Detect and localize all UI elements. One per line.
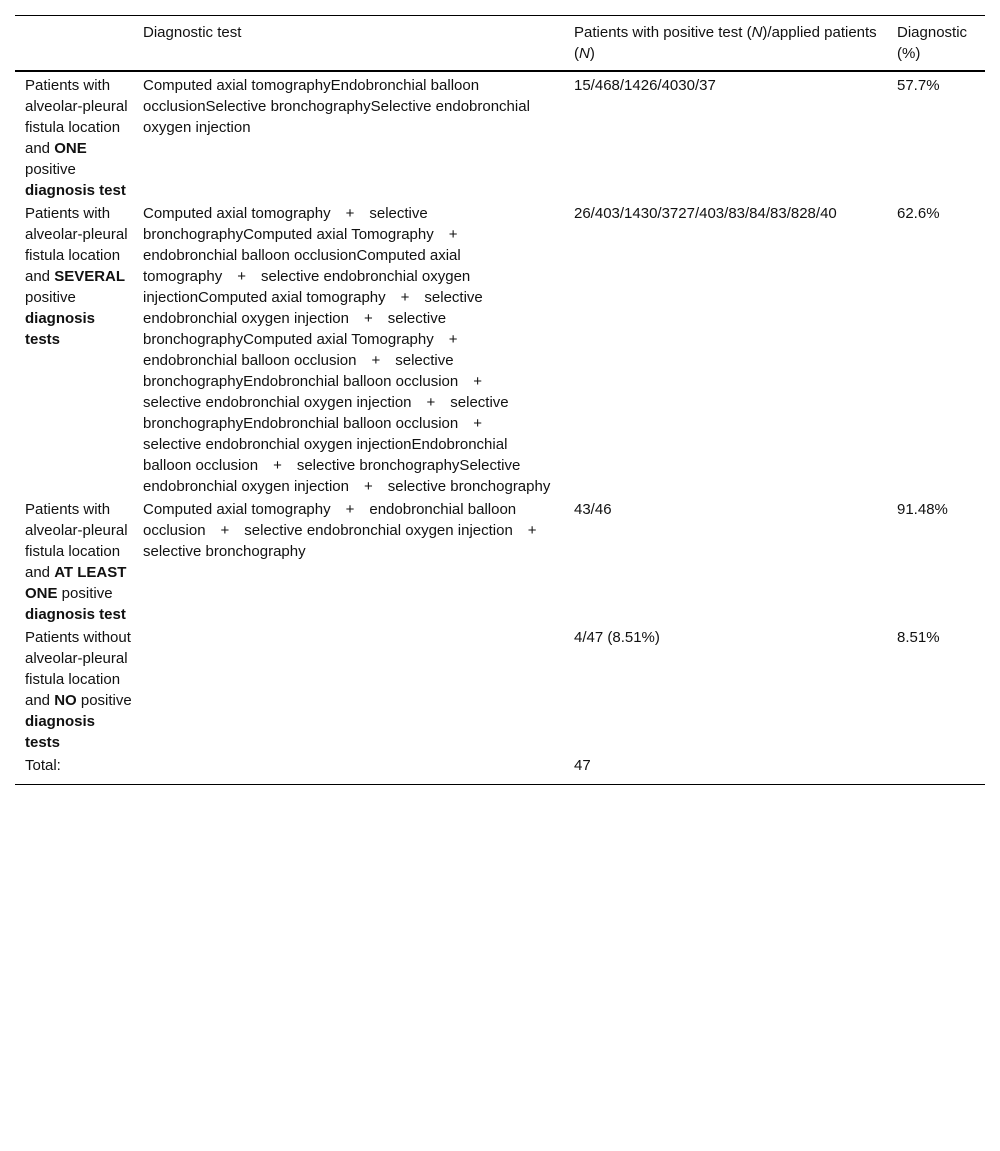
header-col3-n1: N xyxy=(751,24,763,41)
row-label-emphasis: diagnosis test xyxy=(25,606,126,623)
header-col3-pre: Patients with positive test ( xyxy=(574,24,752,41)
row-diagnostic-tests: Computed axial tomography + selective bronchographyComputed axial Tomography + endobronchial balloon occlusionComputed axial tomography + selective endobronchial oxygen injectionComputed axial tomography + selective endobronchial oxygen injection + selective bronchographyComputed axial Tomography + endobronchial balloon occlusion + selective bronchographyEndobronchial balloon occlusion + selective endobronchial oxygen injection + selective bronchographyEndobronchial balloon occlusion + selective endobronchial oxygen injectionEndobronchial balloon occlusion + selective bronchographySelective endobronchial oxygen injection + selective bronchography xyxy=(143,205,551,495)
row-label-text: Patients with alveolar-pleural fistula location and xyxy=(25,205,128,285)
table-row xyxy=(15,626,985,754)
row-label-emphasis: diagnosis tests xyxy=(25,310,96,348)
table-row xyxy=(15,71,985,202)
row-label-text: Patients with alveolar-pleural fistula location and xyxy=(25,501,128,581)
total-row xyxy=(15,754,985,785)
row-label-emphasis: SEVERAL xyxy=(54,268,126,285)
header-col-positive-applied xyxy=(564,16,887,72)
row-label-emphasis: AT LEAST ONE xyxy=(25,564,127,602)
header-col-diagnostic-test: Diagnostic test xyxy=(143,24,242,41)
header-col3-mid: )/applied patients ( xyxy=(574,24,877,62)
total-label: Total: xyxy=(25,757,61,774)
row-diagnostic-percent: 57.7% xyxy=(897,77,940,94)
row-label-emphasis: diagnosis test xyxy=(25,182,126,199)
row-label-text: Patients without alveolar-pleural fistula location and xyxy=(25,629,131,709)
total-diagnostic-empty xyxy=(887,754,985,785)
row-label-emphasis: NO xyxy=(54,692,77,709)
row-label-text: positive xyxy=(76,692,132,709)
row-label-text: positive xyxy=(25,289,76,306)
row-positive-applied: 15/468/1426/4030/37 xyxy=(574,77,716,94)
row-positive-applied: 26/403/1430/3727/403/83/84/83/828/40 xyxy=(574,205,837,222)
total-tests-empty xyxy=(133,754,564,785)
table-row xyxy=(15,202,985,498)
header-col3-n2: N xyxy=(579,45,590,62)
row-label xyxy=(15,498,133,626)
row-positive-applied: 4/47 (8.51%) xyxy=(574,629,660,646)
table-row xyxy=(15,498,985,626)
row-label-emphasis: ONE xyxy=(54,140,87,157)
row-label-text: positive xyxy=(57,585,113,602)
row-diagnostic-percent: 91.48% xyxy=(897,501,948,518)
table-body xyxy=(15,71,985,785)
row-diagnostic-tests xyxy=(133,626,564,754)
header-row xyxy=(15,16,985,72)
row-diagnostic-percent: 62.6% xyxy=(897,205,940,222)
diagnostic-results-table xyxy=(15,15,985,785)
row-label-text: positive xyxy=(25,161,76,178)
total-positive: 47 xyxy=(574,757,591,774)
row-label-text: Patients with alveolar-pleural fistula location and xyxy=(25,77,128,157)
row-label-emphasis: diagnosis tests xyxy=(25,713,96,751)
row-diagnostic-tests: Computed axial tomographyEndobronchial balloon occlusionSelective bronchographySelective endobronchial oxygen injection xyxy=(143,77,530,136)
results-table-container xyxy=(15,15,985,785)
header-col3-post: ) xyxy=(589,45,595,62)
row-label xyxy=(15,626,133,754)
row-positive-applied: 43/46 xyxy=(574,501,612,518)
header-col-category xyxy=(15,16,133,72)
header-col-diagnostic-percent: Diagnostic (%) xyxy=(897,24,968,62)
row-diagnostic-percent: 8.51% xyxy=(897,629,940,646)
row-label xyxy=(15,71,133,202)
row-label xyxy=(15,202,133,498)
table-header xyxy=(15,16,985,72)
row-diagnostic-tests: Computed axial tomography + endobronchial balloon occlusion + selective endobronchial oxygen injection + selective bronchography xyxy=(143,501,552,560)
